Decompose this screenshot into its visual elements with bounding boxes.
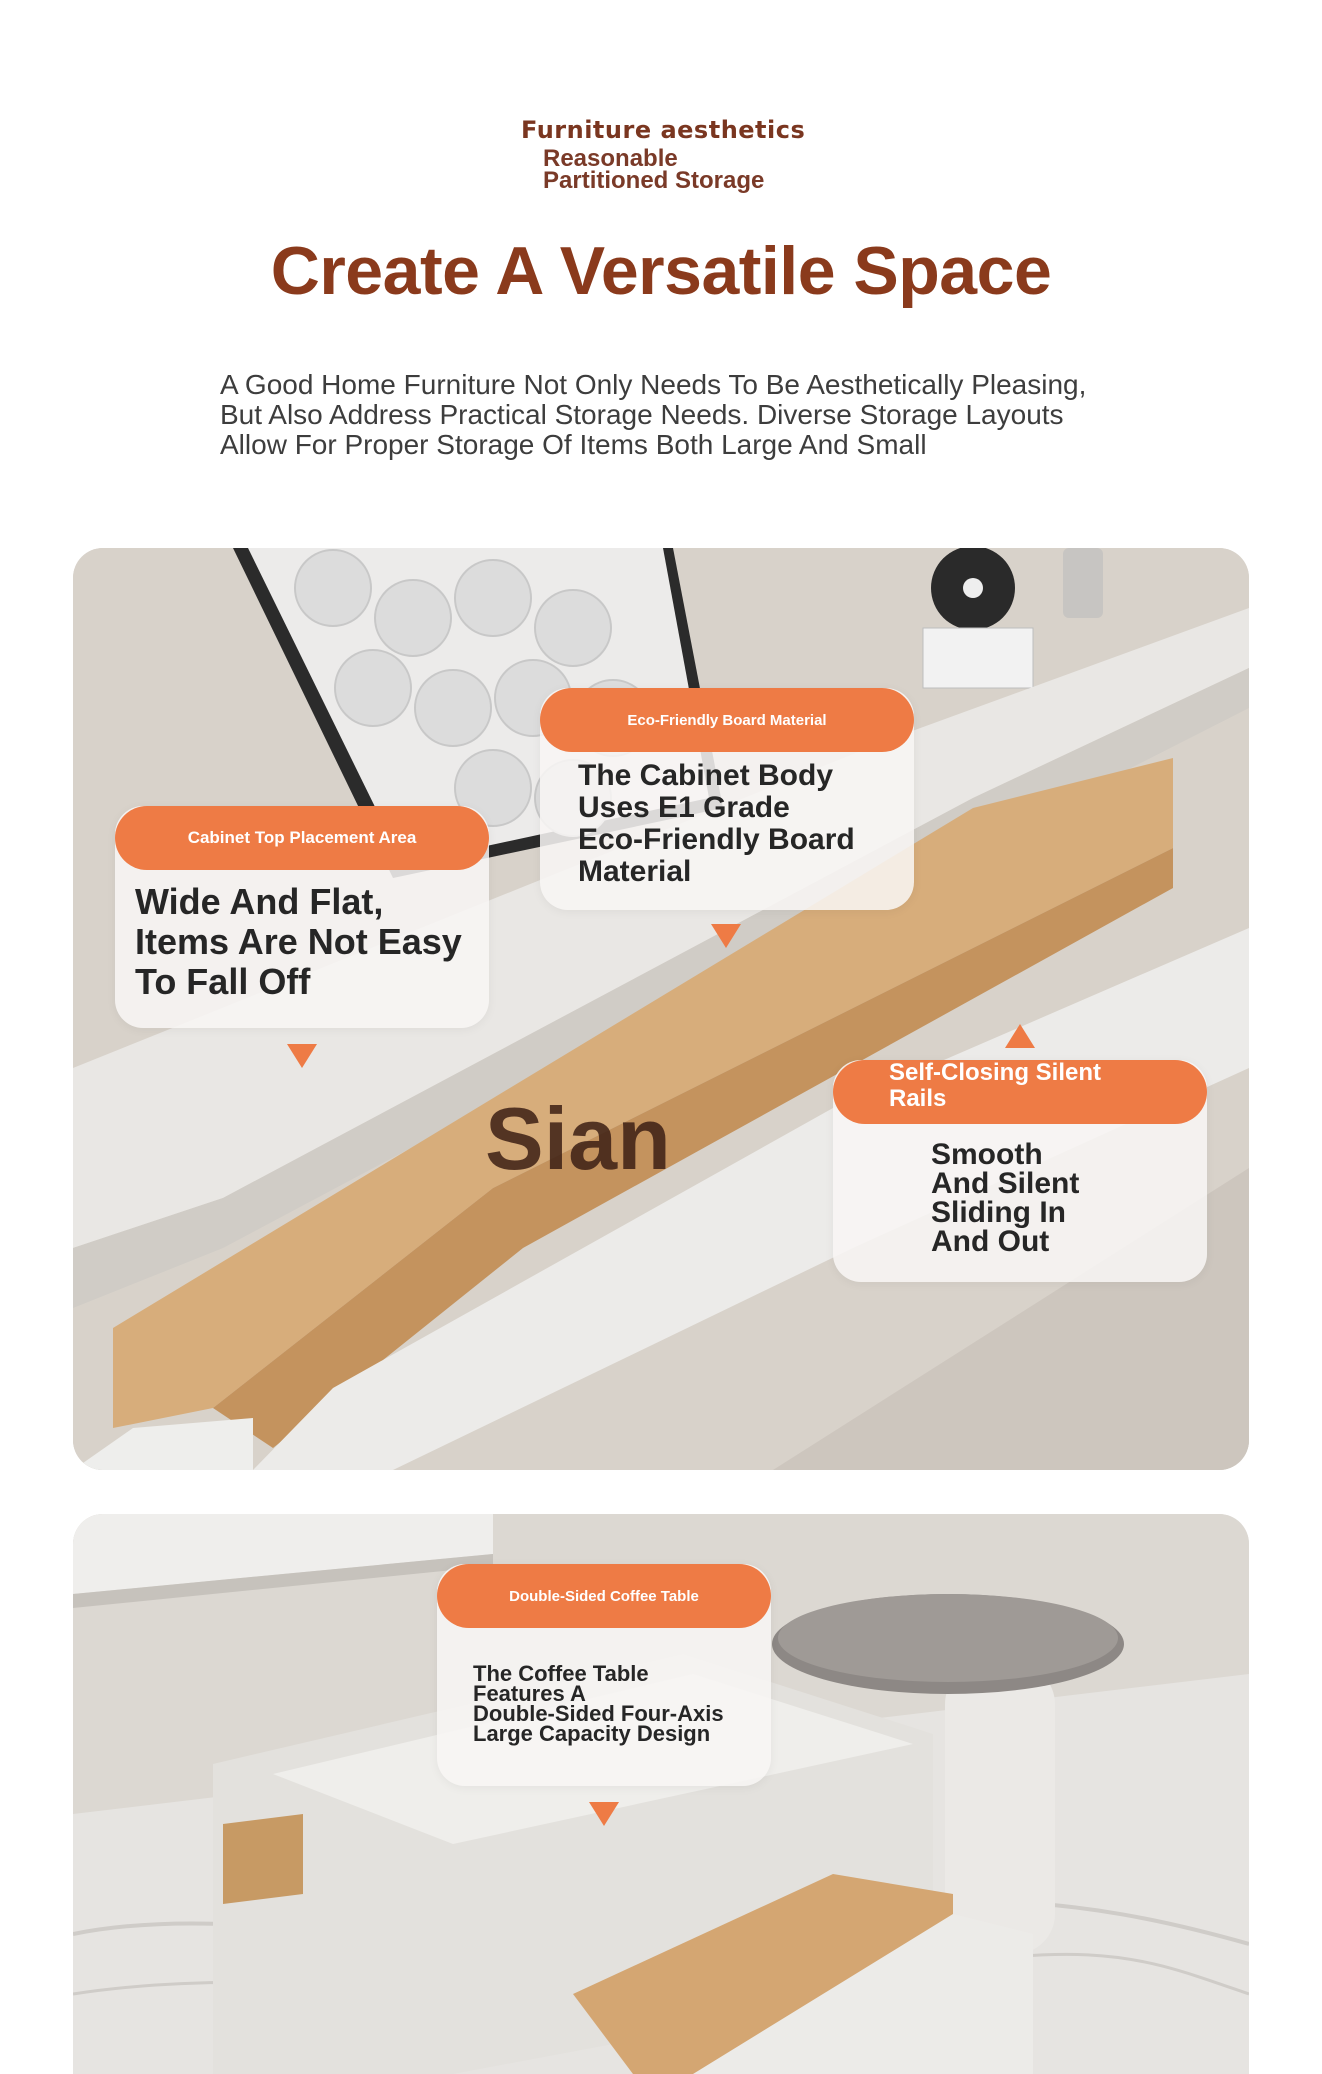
- watermark-text: Sian: [485, 1089, 671, 1188]
- callout-line: And Silent: [931, 1167, 1080, 1200]
- sub-kicker: [543, 145, 765, 194]
- callout-line: Sliding In: [931, 1196, 1066, 1229]
- pointer-down-icon: [711, 924, 741, 948]
- kicker-text: Furniture aesthetics: [521, 116, 806, 144]
- callout-line: The Coffee Table: [473, 1661, 649, 1686]
- sub-kicker-line: Partitioned Storage: [543, 167, 765, 194]
- tv-cabinet-photo: [73, 548, 1249, 1470]
- callout-body: [135, 882, 462, 1002]
- callout-line: Double-Sided Four-Axis: [473, 1701, 724, 1726]
- callout-tag: Double-Sided Coffee Table: [437, 1564, 771, 1628]
- coffee-table-photo: [73, 1514, 1249, 2074]
- callout-card-rails: [833, 1060, 1207, 1282]
- callout-tag-line: Self-Closing Silent: [889, 1059, 1102, 1086]
- callout-line: Features A: [473, 1681, 586, 1706]
- callout-body: [473, 1661, 724, 1746]
- intro-line: Allow For Proper Storage Of Items Both Large And Small: [220, 429, 927, 460]
- callout-card-top-area: [115, 806, 489, 1028]
- pointer-down-icon: [589, 1802, 619, 1826]
- callout-line: Smooth: [931, 1138, 1043, 1171]
- callout-card-coffee-table: [437, 1564, 771, 1786]
- callout-line: And Out: [931, 1225, 1050, 1258]
- intro-paragraph: [220, 370, 1140, 460]
- callout-line: To Fall Off: [135, 961, 311, 1002]
- callout-tag-line: Rails: [889, 1085, 947, 1112]
- callout-line: Items Are Not Easy: [135, 921, 462, 962]
- pointer-up-icon: [1005, 1024, 1035, 1048]
- callout-tag: Eco-Friendly Board Material: [540, 688, 914, 752]
- callout-body: [578, 760, 855, 888]
- callout-line: Eco-Friendly Board: [578, 823, 855, 856]
- intro-line: But Also Address Practical Storage Needs. Diverse Storage Layouts: [220, 399, 1064, 430]
- pointer-down-icon: [287, 1044, 317, 1068]
- callout-line: Uses E1 Grade: [578, 791, 790, 824]
- callout-body: [931, 1140, 1079, 1256]
- callout-tag: Cabinet Top Placement Area: [115, 806, 489, 870]
- callout-line: Material: [578, 855, 692, 888]
- callout-line: Large Capacity Design: [473, 1721, 711, 1746]
- intro-line: A Good Home Furniture Not Only Needs To Be Aesthetically Pleasing,: [220, 369, 1087, 400]
- sub-kicker-line: Reasonable: [543, 145, 678, 172]
- callout-line: Wide And Flat,: [135, 881, 384, 922]
- callout-line: The Cabinet Body: [578, 759, 834, 792]
- page-title: Create A Versatile Space: [270, 233, 1052, 309]
- callout-tag: [833, 1060, 1207, 1124]
- callout-card-board: [540, 688, 914, 910]
